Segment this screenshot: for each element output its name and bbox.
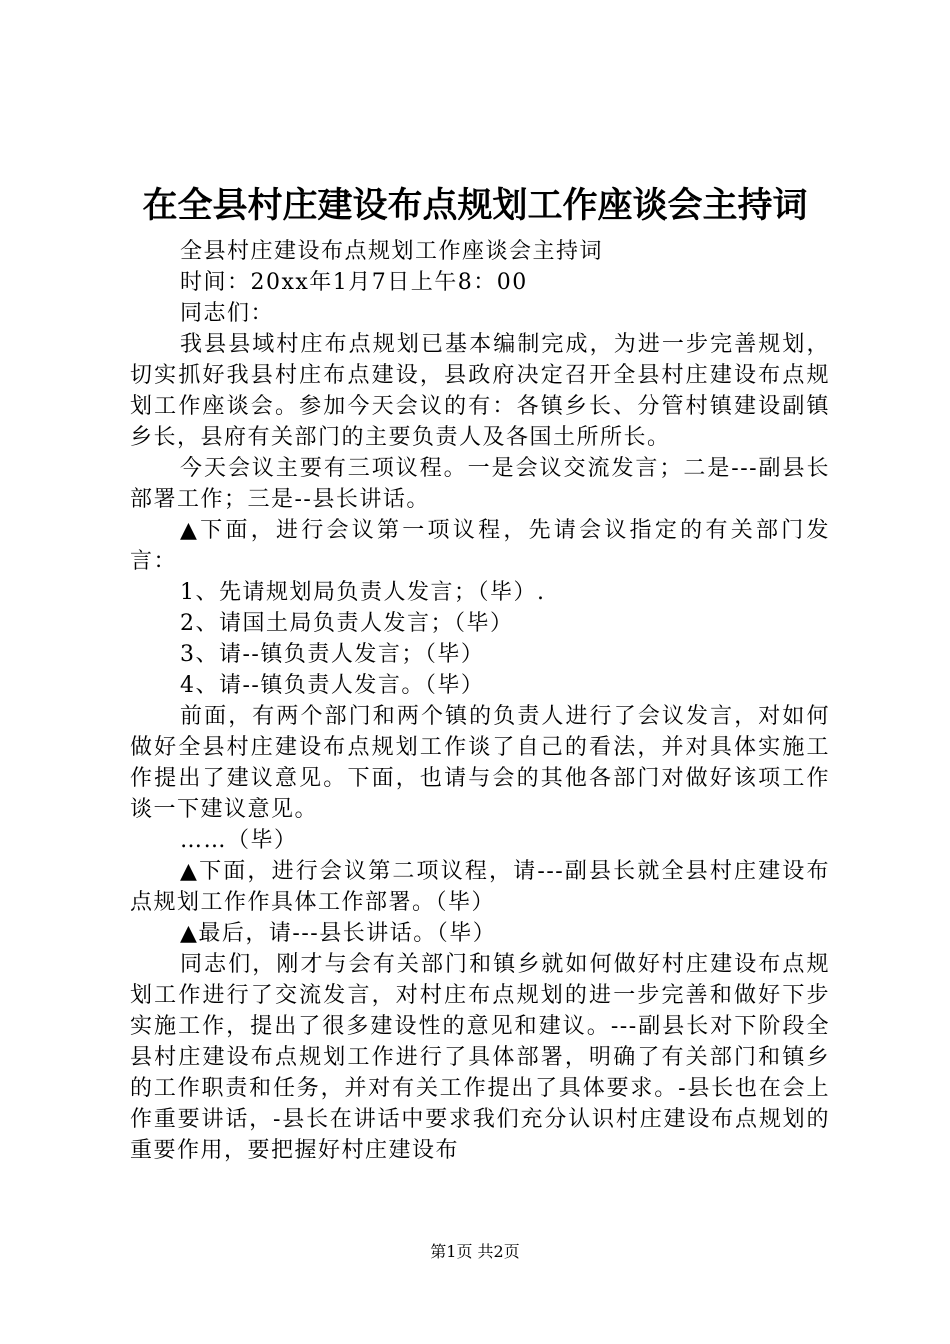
document-title: 在全县村庄建设布点规划工作座谈会主持词 (142, 185, 808, 226)
paragraph-time: 时间：20xx年1月7日上午8：00 (180, 270, 528, 295)
paragraph: ▲最后，请---县长讲话。（毕） (180, 921, 497, 946)
list-item: 3、请--镇负责人发言；（毕） (180, 642, 485, 667)
paragraph-salutation: 同志们： (180, 301, 275, 326)
paragraph: ▲下面，进行会议第一项议程，先请会议指定的有关部门发言： (130, 518, 830, 574)
paragraph: 今天会议主要有三项议程。一是会议交流发言；二是---副县长部署工作；三是--县长讲话。 (130, 456, 830, 512)
paragraph: 同志们，刚才与会有关部门和镇乡就如何做好村庄建设布点规划工作进行了交流发言，对村庄布点规划的进一步完善和做好下步实施工作，提出了很多建设性的意见和建议。---副县长对下阶段全县村庄建设布点规划工作进行了具体部署，明确了有关部门和镇乡的工作职责和任务，并对有关工作提出了具体要求。-县长也在会上作重要讲话，-县长在讲话中要求我们充分认识村庄建设布点规划的重要作用，要把握好村庄建设布 (130, 952, 830, 1163)
list-item: 4、请--镇负责人发言。（毕） (180, 673, 485, 698)
list-item: 1、先请规划局负责人发言；（毕）. (180, 580, 546, 605)
paragraph: ▲下面，进行会议第二项议程，请---副县长就全县村庄建设布点规划工作作具体工作部署。（毕） (130, 859, 830, 915)
paragraph: 前面，有两个部门和两个镇的负责人进行了会议发言，对如何做好全县村庄建设布点规划工作谈了自己的看法，并对具体实施工作提出了建议意见。下面，也请与会的其他各部门对做好该项工作谈一下建议意见。 (130, 704, 830, 822)
document-body (130, 236, 830, 1166)
paragraph: ……（毕） (180, 828, 298, 853)
page-footer: 第1页 共2页 (430, 1242, 520, 1261)
paragraph: 我县县域村庄布点规划已基本编制完成，为进一步完善规划，切实抓好我县村庄布点建设，县政府决定召开全县村庄建设布点规划工作座谈会。参加今天会议的有：各镇乡长、分管村镇建设副镇乡长，县府有关部门的主要负责人及各国土所所长。 (130, 332, 830, 450)
paragraph-subtitle: 全县村庄建设布点规划工作座谈会主持词 (180, 239, 604, 264)
list-item: 2、请国土局负责人发言；（毕） (180, 611, 514, 636)
